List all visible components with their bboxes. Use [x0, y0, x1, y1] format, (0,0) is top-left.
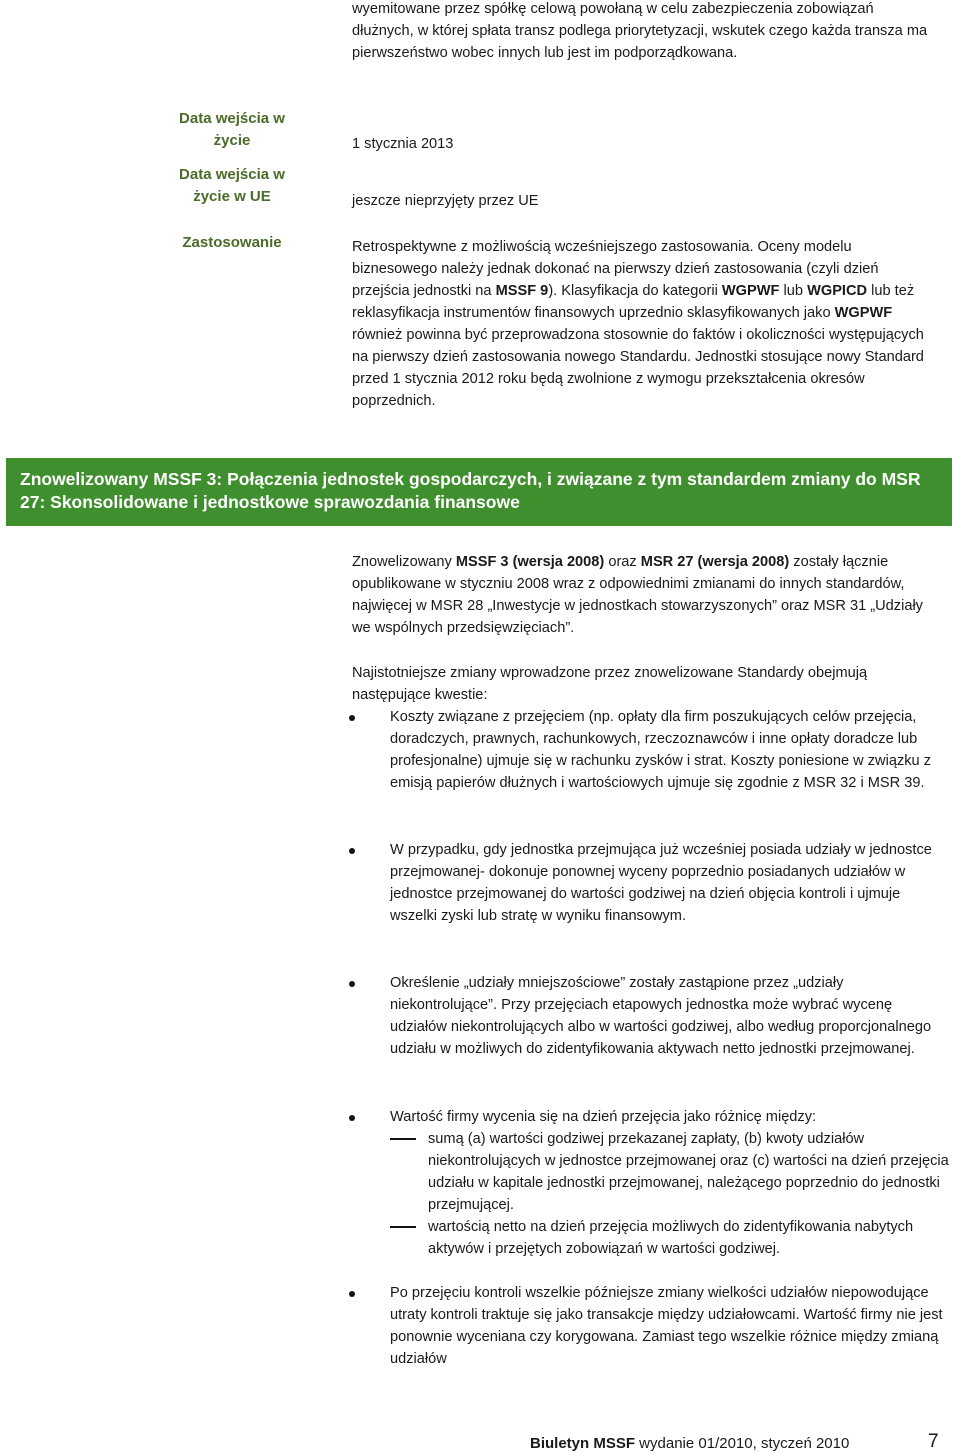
- eu-effective-date-label: Data wejścia w życie w UE: [179, 166, 285, 205]
- bullet-icon: [349, 715, 355, 721]
- footer-publication: Biuletyn MSSF: [530, 1435, 636, 1452]
- dash-icon: [390, 1226, 416, 1228]
- application-text: Retrospektywne z możliwością wcześniejszego zastosowania. Oceny modelu biznesowego należy jednak dokonać na pierwszy dzień zastosowania (czyli dzień przejścia jednostki na MSSF 9). Klasyfikacja do kategorii WGPWF lub WGPICD lub też reklasyfikacja instrumentów finansowych uprzednio sklasyfikowanych jako WGPWF również powinna być przeprowadzona stosownie do faktów i okoliczności występujących na pierwszy dzień zastosowania nowego Standardu. Jednostki stosujące nowy Standard przed 1 stycznia 2012 roku będą zwolnione z wymogu przekształcenia okresów poprzednich.: [352, 239, 924, 409]
- sub-bullet-item: sumą (a) wartości godziwej przekazanej zapłaty, (b) kwoty udziałów niekontrolujących w jednostce przejmowanej oraz (c) wartości na dzień przejęcia udziału w kapitale jednostki przejmowanej, należącego poprzednio do jednostki przejmującej.: [390, 1128, 950, 1216]
- application-label: Zastosowanie: [182, 234, 282, 251]
- bullet-item: [346, 706, 946, 794]
- bullet-icon: [349, 981, 355, 987]
- intro-paragraph: Znowelizowany MSSF 3 (wersja 2008) oraz MSR 27 (wersja 2008) zostały łącznie opublikowane w styczniu 2008 wraz z odpowiednimi zmianami do innych standardów, najwięcej w MSR 28 „Inwestycje w jednostkach stowarzyszonych” oraz MSR 31 „Udziały we wspólnych przedsięwzięciach”.: [352, 554, 923, 636]
- sub-bullet-list: [390, 1128, 950, 1260]
- bullet-item: [346, 1106, 946, 1128]
- bullet-text: Wartość firmy wycenia się na dzień przejęcia jako różnicę między:: [390, 1109, 817, 1125]
- continued-paragraph: wyemitowane przez spółkę celową powołaną w celu zabezpieczenia zobowiązań dłużnych, w której spłata transz podlega priorytetyzacji, wskutek czego każda transza ma pierwszeństwo wobec innych lub jest im podporządkowana.: [352, 1, 928, 61]
- bullet-item: [346, 972, 946, 1060]
- bullet-text: Po przejęciu kontroli wszelkie późniejsze zmiany wielkości udziałów niepowodujące utraty kontroli traktuje się jako transakcje między udziałowcami. Wartość firmy nie jest ponownie wyceniana czy korygowana. Zamiast tego wszelkie różnice między zmianą udziałów: [390, 1285, 943, 1367]
- bullet-item: [346, 1282, 946, 1370]
- changes-lead-paragraph: Najistotniejsze zmiany wprowadzone przez znowelizowane Standardy obejmują następujące kwestie:: [352, 665, 868, 703]
- sub-bullet-item: wartością netto na dzień przejęcia możliwych do zidentyfikowania nabytych aktywów i przejętych zobowiązań w wartości godziwej.: [390, 1216, 950, 1260]
- effective-date-label: Data wejścia w życie: [179, 110, 285, 149]
- section-banner: [6, 458, 952, 526]
- bullet-text: Określenie „udziały mniejszościowe” zostały zastąpione przez „udziały niekontrolujące”. Przy przejęciach etapowych jednostka może wybrać wycenę udziałów niekontrolujących albo w wartości godziwej, albo według proporcjonalnego udziału w możliwych do zidentyfikowania aktywach netto jednostki przejmowanej.: [390, 975, 932, 1057]
- footer-edition: wydanie 01/2010, styczeń 2010: [635, 1435, 850, 1452]
- bullet-icon: [349, 848, 355, 854]
- bullet-icon: [349, 1115, 355, 1121]
- effective-date-value: 1 stycznia 2013: [352, 136, 454, 152]
- bullet-item: [346, 839, 946, 927]
- bullet-icon: [349, 1291, 355, 1297]
- section-title: Znowelizowany MSSF 3: Połączenia jednostek gospodarczych, i związane z tym standardem zmiany do MSR 27: Skonsolidowane i jednostkowe sprawozdania finansowe: [20, 469, 921, 512]
- bullet-text: Koszty związane z przejęciem (np. opłaty dla firm poszukujących celów przejęcia, doradczych, prawnych, rachunkowych, rzeczoznawców i inne opłaty doradcze lub profesjonalne) ujmuje się w rachunku zysków i strat. Koszty poniesione w związku z emisją papierów dłużnych i wartościowych ujmuje się zgodnie z MSR 32 i MSR 39.: [390, 709, 932, 791]
- bullet-text: W przypadku, gdy jednostka przejmująca już wcześniej posiada udziały w jednostce przejmowanej- dokonuje ponownej wyceny poprzednio posiadanych udziałów w jednostce przejmowanej do wartości godziwej na dzień objęcia kontroli i ujmuje wszelki zyski lub stratę w wyniku finansowym.: [390, 842, 932, 924]
- page-footer: [530, 1434, 849, 1454]
- page-number: 7: [928, 1431, 939, 1452]
- eu-effective-date-value: jeszcze nieprzyjęty przez UE: [352, 193, 539, 209]
- dash-icon: [390, 1138, 416, 1140]
